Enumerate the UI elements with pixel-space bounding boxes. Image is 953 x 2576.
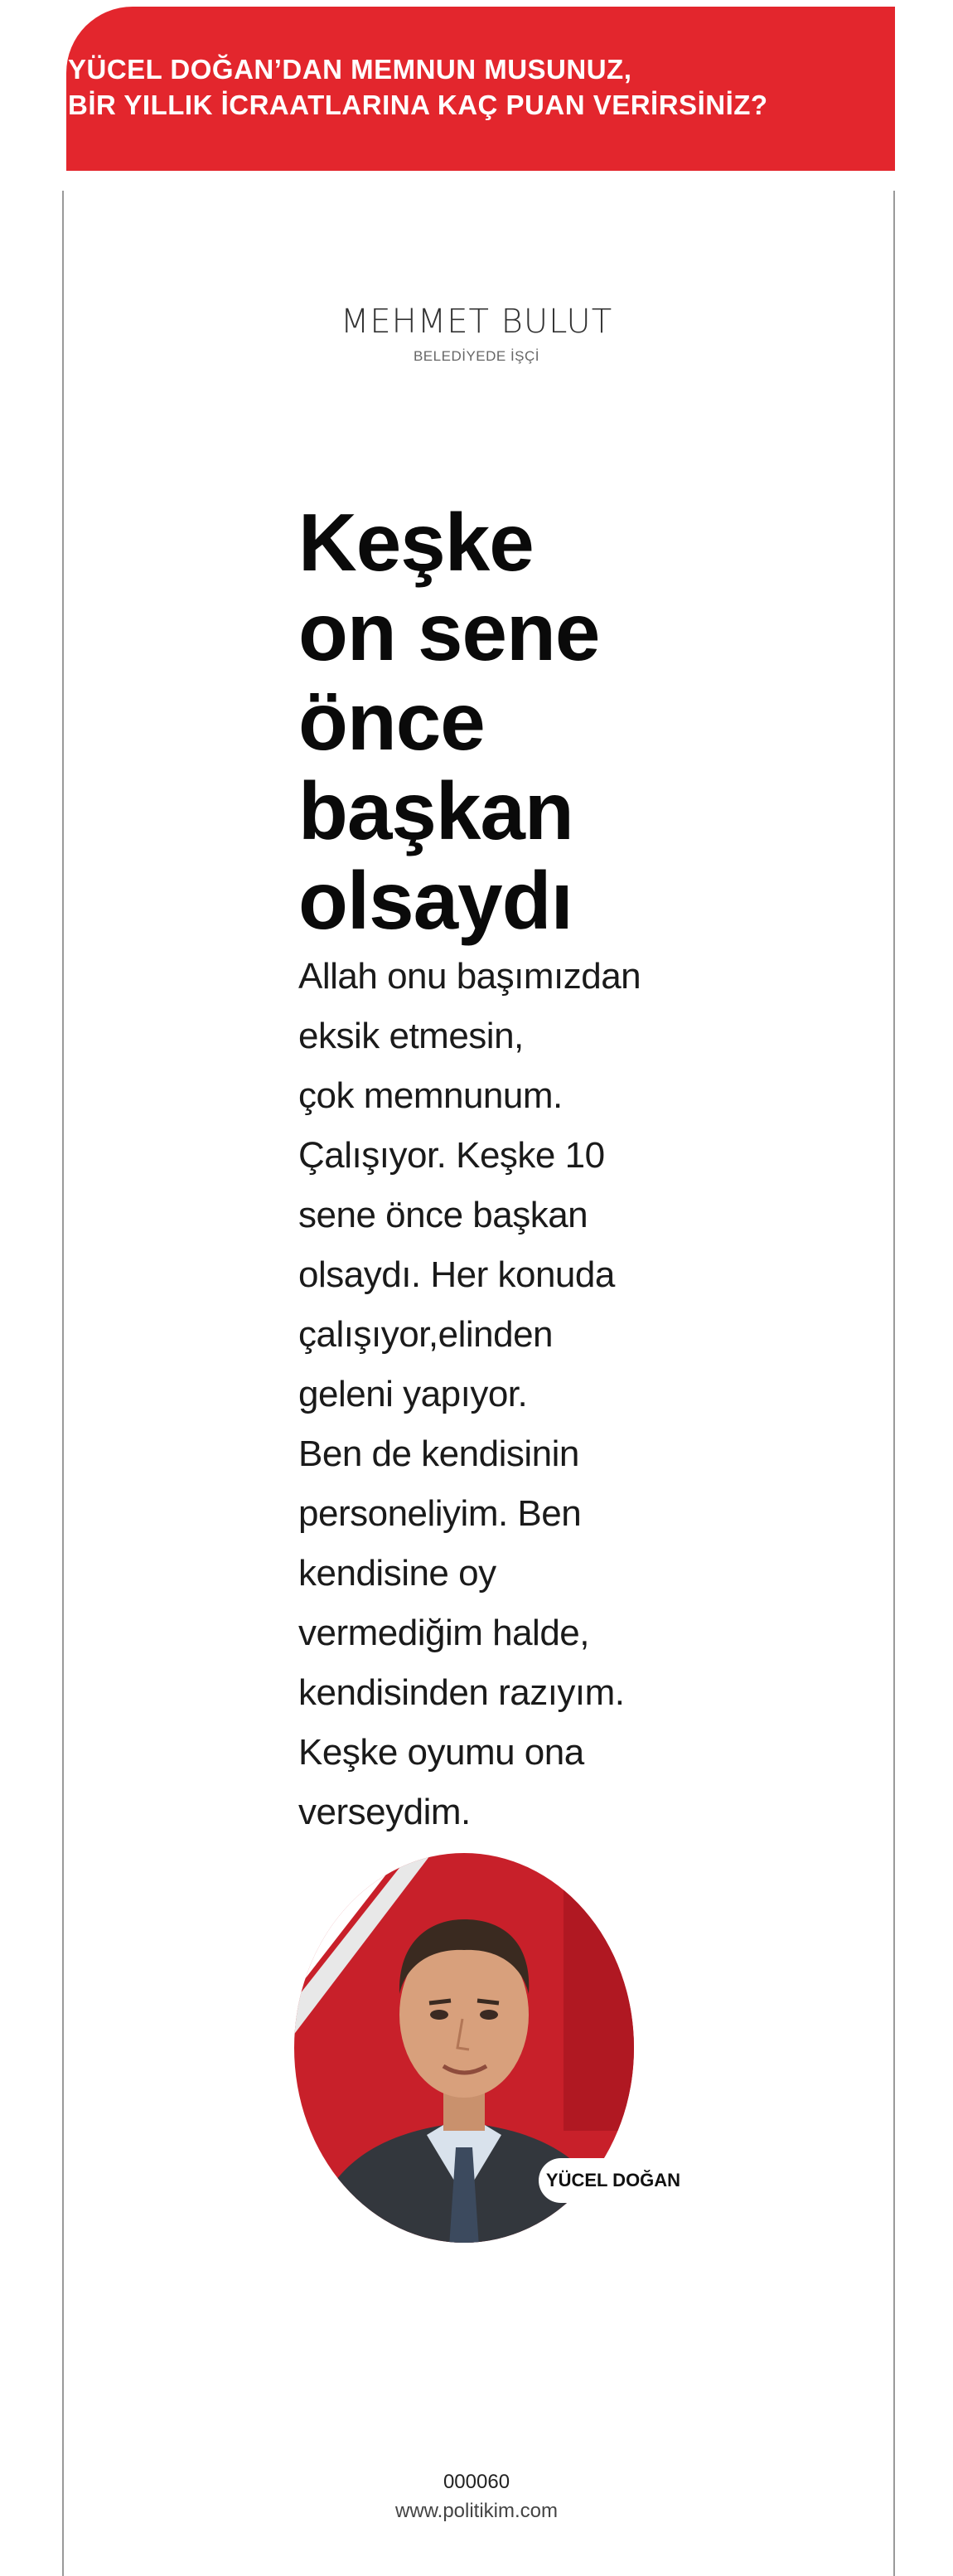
quote-line: eksik etmesin, xyxy=(298,1016,524,1056)
quote-line: Keşke oyumu ona xyxy=(298,1732,584,1773)
quote-line: kendisinden razıyım. xyxy=(298,1672,625,1713)
quote-body xyxy=(298,947,762,1842)
headline-line: başkan xyxy=(298,765,573,856)
quote-line: geleni yapıyor. xyxy=(298,1374,528,1414)
author-role: BELEDİYEDE İŞÇİ xyxy=(413,348,540,364)
header-banner xyxy=(66,7,895,171)
quote-line: Çalışıyor. Keşke 10 xyxy=(298,1135,605,1176)
quote-line: personeliyim. Ben xyxy=(298,1493,582,1534)
frame-right-border xyxy=(893,191,895,2576)
quote-line: olsaydı. Her konuda xyxy=(298,1254,615,1295)
frame-left-border xyxy=(62,191,64,2576)
headline-line: önce xyxy=(298,676,485,767)
website-link[interactable]: www.politikim.com xyxy=(394,2500,559,2522)
banner-question-line-2: BİR YILLIK İCRAATLARINA KAÇ PUAN VERİRSİNİZ? xyxy=(68,90,768,120)
page-number: 000060 xyxy=(443,2471,510,2493)
headline-line: olsaydı xyxy=(298,855,573,946)
quote-line: çok memnunum. xyxy=(298,1075,563,1116)
photo-caption: YÜCEL DOĞAN xyxy=(539,2158,688,2203)
quote-line: Ben de kendisinin xyxy=(298,1434,579,1474)
headline xyxy=(298,497,762,945)
quote-line: çalışıyor,elinden xyxy=(298,1314,554,1355)
quote-line: Allah onu başımızdan xyxy=(298,956,641,997)
quote-line: kendisine oy xyxy=(298,1553,496,1594)
banner-question-line-1: YÜCEL DOĞAN’DAN MEMNUN MUSUNUZ, xyxy=(68,54,632,85)
headline-line: on sene xyxy=(298,586,600,677)
author-name: MEHMET BULUT xyxy=(340,303,613,341)
quote-line: vermediğim halde, xyxy=(298,1613,589,1653)
quote-line: sene önce başkan xyxy=(298,1195,588,1235)
headline-line: Keşke xyxy=(298,497,534,588)
quote-line: verseydim. xyxy=(298,1792,471,1832)
